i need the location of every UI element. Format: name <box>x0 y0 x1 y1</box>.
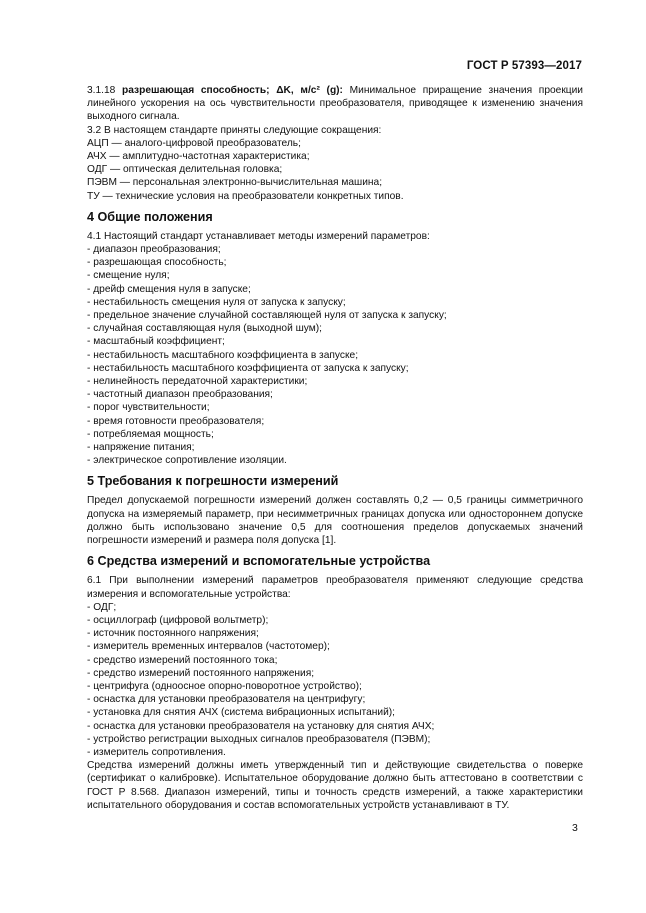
list-item: - смещение нуля; <box>87 270 170 282</box>
list-item: - масштабный коэффициент; <box>87 336 225 348</box>
list-item: - разрешающая способность; <box>87 257 227 269</box>
parameters-list <box>87 243 583 467</box>
list-item: - диапазон преобразования; <box>87 244 221 256</box>
section-4-heading: 4 Общие положения <box>87 209 213 224</box>
list-item: - порог чувствительности; <box>87 402 210 414</box>
section-6-closing: Средства измерений должны иметь утвержденный тип и действующие свидетельства о поверке (сертификат о калибровке). Испытательное оборудование должно быть аттестовано в соответствии с ГОСТ Р 8.568. Диапазон измерений, типы и точность средств измерений, а также характеристики испытательного оборудования и состав вспомогательных устройств устанавливают в ТУ. <box>87 760 583 811</box>
abbreviation-item: АЧХ — амплитудно-частотная характеристика; <box>87 151 310 163</box>
list-item: - источник постоянного напряжения; <box>87 628 259 640</box>
clause-6-1: 6.1 При выполнении измерений параметров преобразователя применяют следующие средства измерения и вспомогательные устройства: <box>87 575 583 600</box>
list-item: - оснастка для установки преобразователя на центрифугу; <box>87 694 366 706</box>
section-5-heading: 5 Требования к погрешности измерений <box>87 474 339 489</box>
list-item: - электрическое сопротивление изоляции. <box>87 455 287 467</box>
list-item: - напряжение питания; <box>87 442 195 454</box>
list-item: - предельное значение случайной составляющей нуля от запуска к запуску; <box>87 310 447 322</box>
abbreviation-item: ПЭВМ — персональная электронно-вычислительная машина; <box>87 177 383 189</box>
list-item: - измеритель сопротивления. <box>87 746 226 758</box>
list-item: - частотный диапазон преобразования; <box>87 389 273 401</box>
document-id-header: ГОСТ Р 57393—2017 <box>466 60 582 72</box>
abbreviation-item: ТУ — технические условия на преобразователи конкретных типов. <box>87 190 404 202</box>
list-item: - время готовности преобразователя; <box>87 415 265 427</box>
list-item: - потребляемая мощность; <box>87 428 214 440</box>
list-item: - средство измерений постоянного напряжения; <box>87 667 315 679</box>
list-item: - ОДГ; <box>87 601 117 613</box>
list-item: - измеритель временных интервалов (частотомер); <box>87 641 330 653</box>
abbreviations-list <box>87 137 583 203</box>
term-title: разрешающая способность; ΔK, м/с² (g): <box>122 85 343 96</box>
page-content <box>87 84 583 812</box>
page-number: 3 <box>572 822 578 834</box>
section-5-text: Предел допускаемой погрешности измерений должен составлять 0,2 — 0,5 границы симметричного допуска на измеряемый параметр, при несимметричных границах допуска или одностороннем допуске должно быть использовано значение 0,5 для соотношения пределов допускаемых значений погрешности измерений и размера поля допуска [1]. <box>87 495 583 547</box>
list-item: - дрейф смещения нуля в запуске; <box>87 283 251 295</box>
list-item: - нелинейность передаточной характеристики; <box>87 376 308 388</box>
clause-3-2: 3.2 В настоящем стандарте приняты следующие сокращения: <box>87 124 382 136</box>
clause-3-1-18 <box>87 84 583 124</box>
abbreviation-item: ОДГ — оптическая делительная головка; <box>87 164 283 176</box>
list-item: - нестабильность смещения нуля от запуска к запуску; <box>87 296 346 308</box>
clause-4-1: 4.1 Настоящий стандарт устанавливает методы измерений параметров: <box>87 230 430 242</box>
list-item: - оснастка для установки преобразователя на установку для снятия АЧХ; <box>87 720 435 732</box>
list-item: - случайная составляющая нуля (выходной шум); <box>87 323 322 335</box>
list-item: - установка для снятия АЧХ (система вибрационных испытаний); <box>87 707 396 719</box>
list-item: - осциллограф (цифровой вольтметр); <box>87 614 269 626</box>
list-item: - устройство регистрации выходных сигналов преобразователя (ПЭВМ); <box>87 733 431 745</box>
list-item: - средство измерений постоянного тока; <box>87 654 278 666</box>
list-item: - нестабильность масштабного коэффициента от запуска к запуску; <box>87 362 409 374</box>
clause-number: 3.1.18 <box>87 85 116 96</box>
equipment-list <box>87 601 583 759</box>
section-6-heading: 6 Средства измерений и вспомогательные устройства <box>87 554 431 569</box>
abbreviation-item: АЦП — аналого-цифровой преобразователь; <box>87 137 301 149</box>
list-item: - нестабильность масштабного коэффициента в запуске; <box>87 349 359 361</box>
term-definition: Минимальное приращение значения проекции линейного ускорения на ось чувствительности преобразователя, приводящее к изменению значения выходного сигнала. <box>87 85 583 123</box>
list-item: - центрифуга (одноосное опорно-поворотное устройство); <box>87 680 362 692</box>
